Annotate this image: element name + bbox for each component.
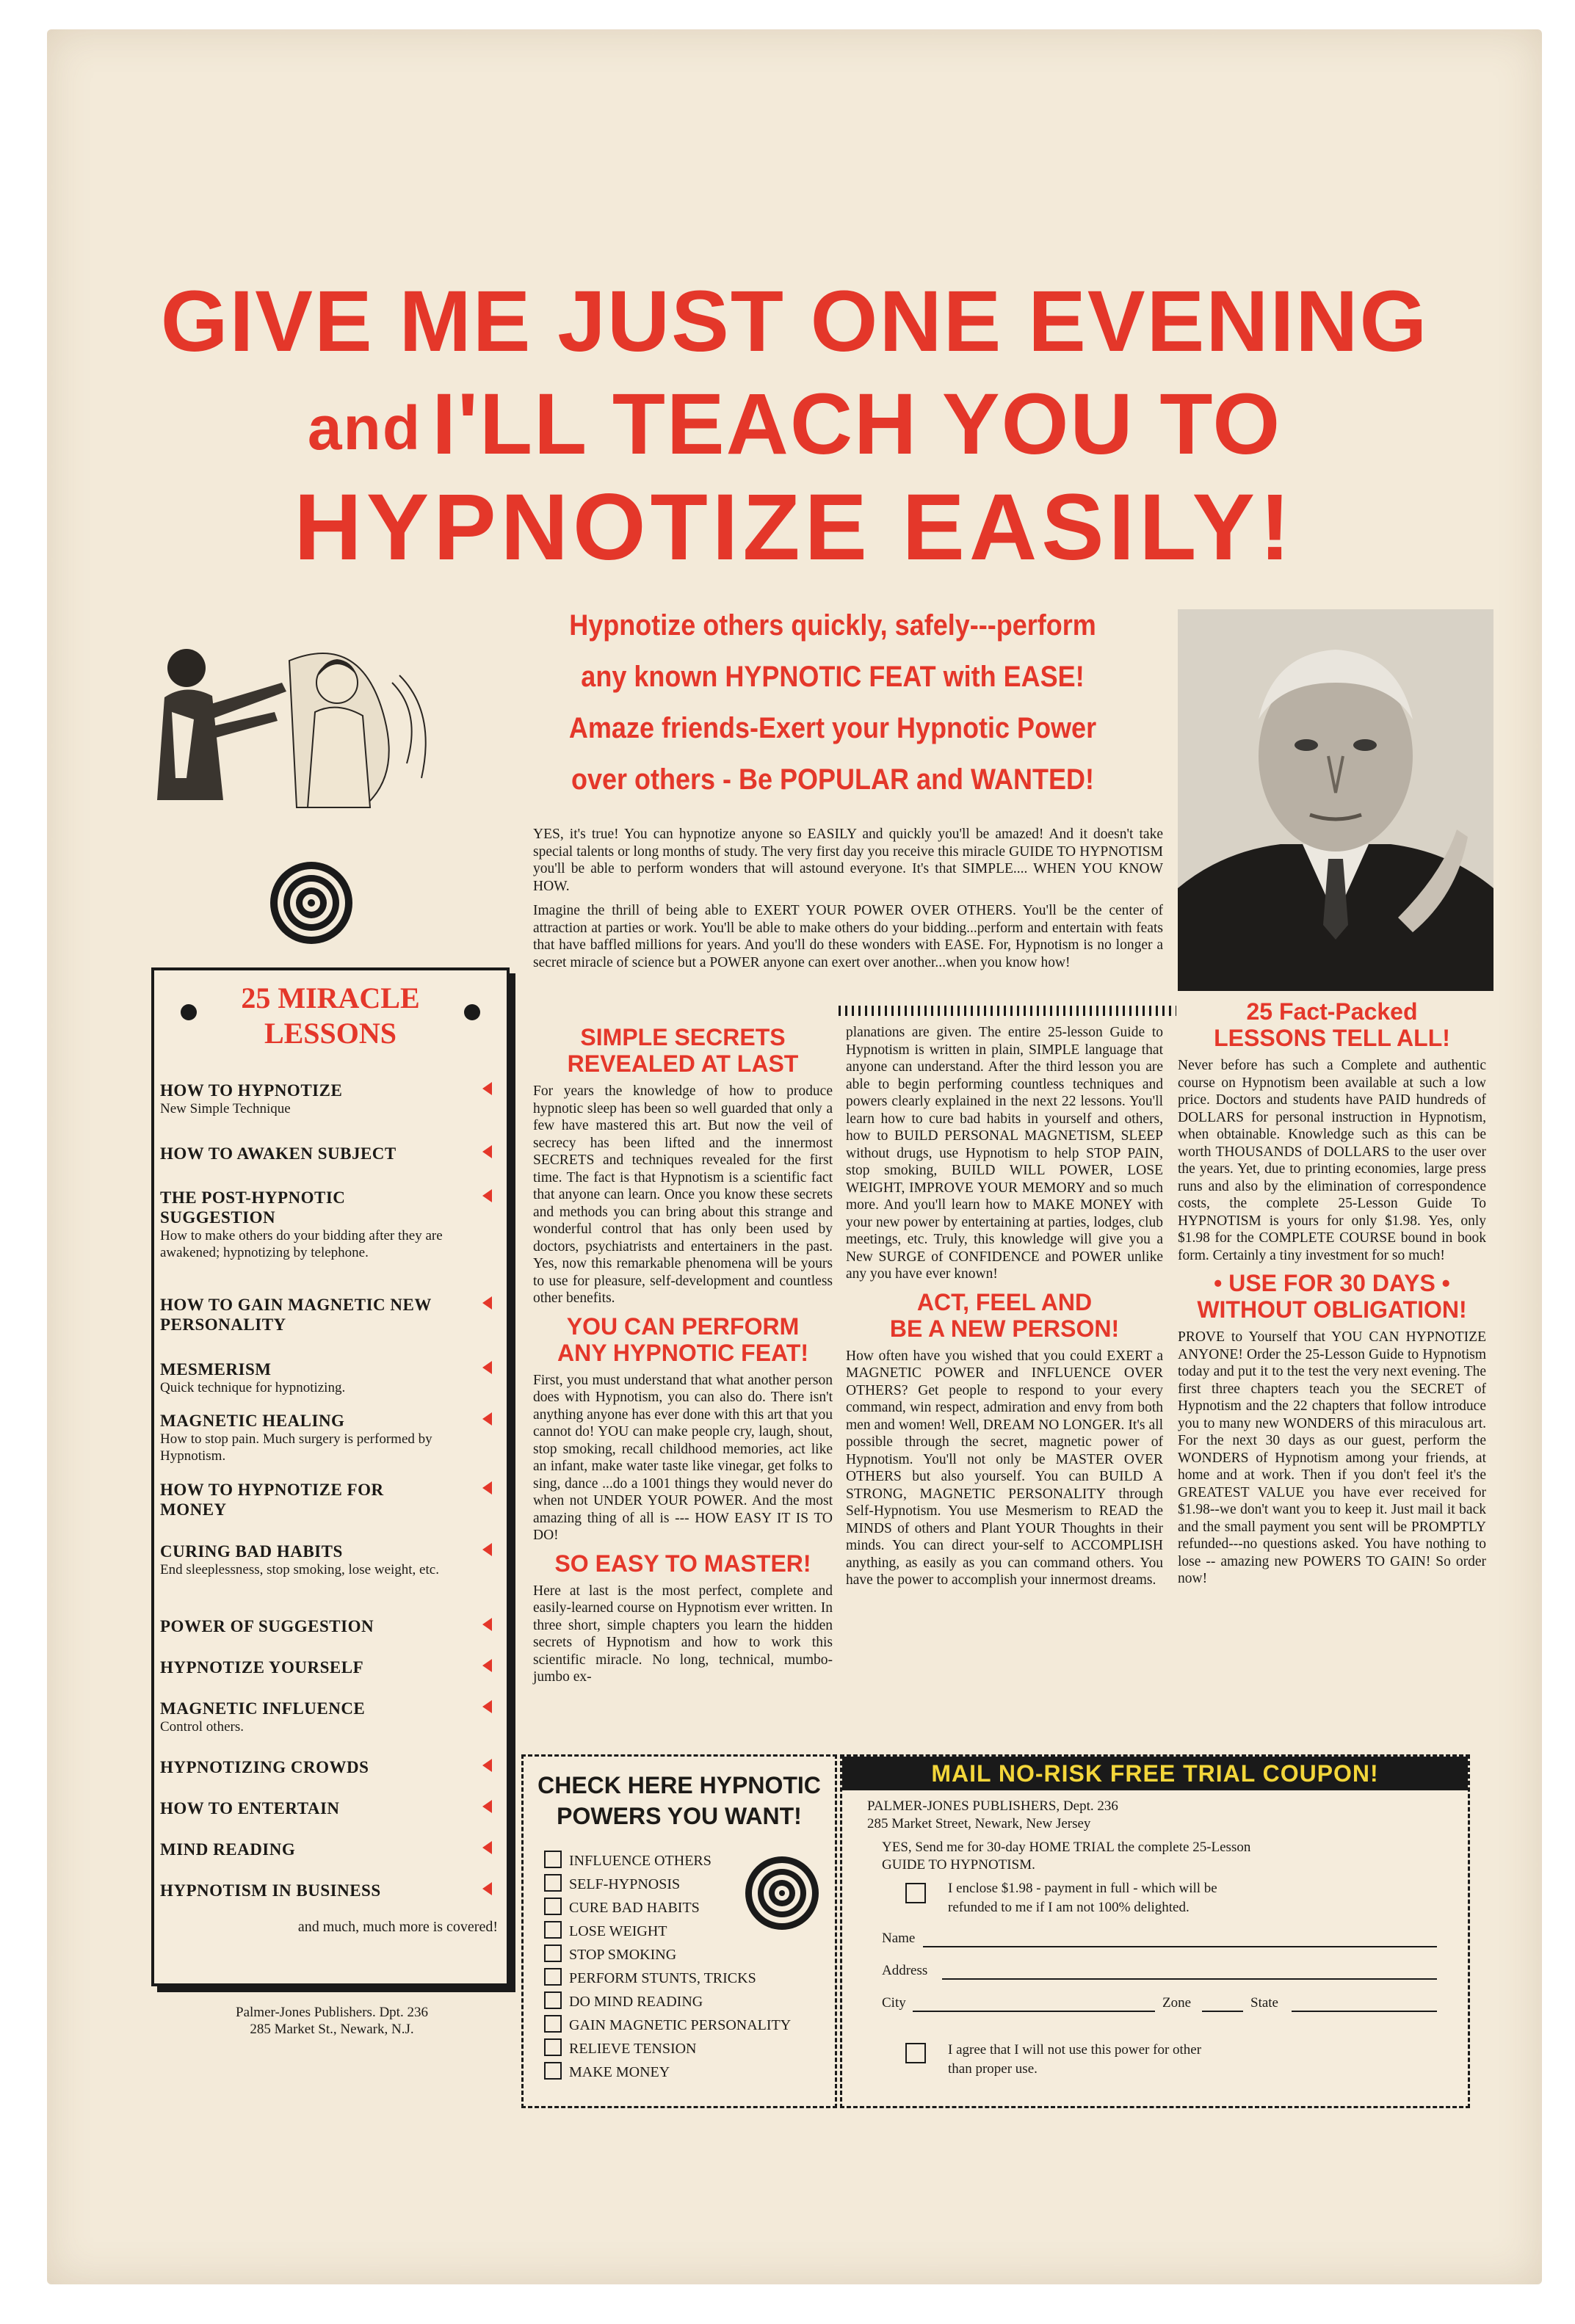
pointer-arrow-icon	[482, 1361, 492, 1374]
lesson-title: HYPNOTISM IN BUSINESS	[160, 1881, 381, 1900]
city-field[interactable]	[913, 2009, 1155, 2012]
checklist-item-label: STOP SMOKING	[569, 1947, 677, 1963]
lesson-item	[160, 1699, 495, 1735]
checklist-title-line-1: CHECK HERE HYPNOTIC	[537, 1772, 821, 1798]
lesson-title: HOW TO ENTERTAIN	[160, 1799, 340, 1818]
headline-line-1: GIVE ME JUST ONE EVENING	[160, 273, 1429, 370]
headline-line-2-text: I'LL TEACH YOU TO	[432, 376, 1282, 473]
subheadline-line-1: Hypnotize others quickly, safely---perform	[569, 609, 1096, 642]
state-field[interactable]	[1292, 2009, 1437, 2012]
col2-paragraph-2: How often have you wished that you could EXERT a MAGNETIC POWER and INFLUENCE OVER OTHERS? Get people to respond to your every command, win respect, admiration and envy from both men and women! Well, DREAM NO LONGER. It's all possible through the secret, magnetic power of Hypnotism. You'll not only be MASTER OVER OTHERS but also yourself. You can BUILD A STRONG, MAGNETIC PERSONALITY through Self-Hypnotism. You use Mesmerism to READ the MINDS of others and Plant YOUR Thoughts in their minds. You can direct your-self to ACCOMPLISH anything, as easily as you can command others. You have the power to accomplish your innermost dreams.	[846, 1348, 1163, 1588]
col1-paragraph-2: First, you must understand that what another person does with Hypnotism, you can also do. There isn't anything anyone has ever done with this art that you cannot do! YOU can make people cry, laugh, shout, stop smoking, recall childhood memories, act like an infant, make water taste like vinegar, get folks to sing, dance ...do a 1001 things they would never do when not UNDER YOUR POWER. And the most amazing thing of all is --- HOW EASY IT IS TO DO!	[533, 1372, 833, 1543]
lesson-title: HOW TO AWAKEN SUBJECT	[160, 1144, 397, 1163]
coupon-enclose-line-1: I enclose $1.98 - payment in full - which will be	[948, 1881, 1217, 1896]
lesson-item	[160, 1144, 495, 1163]
coupon-agree-line-2: than proper use.	[948, 2061, 1038, 2077]
lesson-desc: Control others.	[160, 1719, 244, 1735]
col1-heading-1	[533, 1024, 833, 1077]
pointer-arrow-icon	[482, 1481, 492, 1495]
lesson-item	[160, 1757, 495, 1777]
checkbox[interactable]	[544, 1968, 562, 1986]
spiral-target-icon	[267, 859, 355, 947]
checklist-item-label: INFLUENCE OTHERS	[569, 1853, 712, 1869]
hypnotist-illustration	[142, 631, 451, 822]
lesson-title: MIND READING	[160, 1840, 296, 1859]
col3-heading-1	[1178, 998, 1486, 1051]
pointer-arrow-icon	[482, 1189, 492, 1202]
pointer-arrow-icon	[482, 1412, 492, 1426]
lesson-item	[160, 1480, 495, 1519]
checkbox[interactable]	[544, 1851, 562, 1868]
lesson-title: HYPNOTIZE YOURSELF	[160, 1658, 364, 1677]
lessons-title-line-1: 25 MIRACLE	[241, 981, 420, 1014]
lessons-box-title	[154, 981, 507, 1051]
lessons-title-line-2: LESSONS	[264, 1017, 397, 1050]
checkbox[interactable]	[544, 1991, 562, 2009]
checklist-item-label: CURE BAD HABITS	[569, 1900, 700, 1916]
col2-heading-1-line-2: BE A NEW PERSON!	[889, 1315, 1120, 1342]
state-label: State	[1250, 1995, 1278, 2011]
col1-heading-1-line-1: SIMPLE SECRETS	[580, 1024, 786, 1050]
subheadline-line-3: Amaze friends-Exert your Hypnotic Power	[568, 712, 1097, 744]
coupon-address-line-2: 285 Market Street, Newark, New Jersey	[867, 1816, 1091, 1831]
checklist-item-label: RELIEVE TENSION	[569, 2041, 697, 2057]
checkbox[interactable]	[544, 2062, 562, 2080]
checklist-item-label: DO MIND READING	[569, 1994, 703, 2010]
agree-checkbox[interactable]	[905, 2043, 926, 2063]
checklist-item[interactable]	[544, 1968, 756, 1987]
pointer-arrow-icon	[482, 1618, 492, 1631]
lesson-item	[160, 1081, 495, 1117]
lesson-title: HYPNOTIZING CROWDS	[160, 1758, 369, 1776]
checkbox[interactable]	[544, 1944, 562, 1962]
pointer-arrow-icon	[482, 1841, 492, 1854]
col1-paragraph-3: Here at last is the most perfect, complete and easily-learned course on Hypnotism ever written. In three short, simple chapters you learn the hidden secrets of Hypnotism and how to work this scientific miracle. No long, technical, mumbo-jumbo ex-	[533, 1583, 833, 1685]
lesson-item	[160, 1657, 495, 1677]
checklist-item[interactable]	[544, 2062, 670, 2081]
col1-heading-2-line-2: ANY HYPNOTIC FEAT!	[557, 1339, 808, 1366]
lesson-item	[160, 1616, 495, 1636]
checklist-item-label: MAKE MONEY	[569, 2064, 670, 2080]
checklist-item-label: PERFORM STUNTS, TRICKS	[569, 1970, 756, 1986]
headline-line-2	[47, 374, 1542, 474]
hypnotic-powers-checklist	[521, 1754, 837, 2108]
col2-heading-1-line-1: ACT, FEEL AND	[916, 1288, 1093, 1315]
col1-heading-3: SO EASY TO MASTER!	[554, 1550, 811, 1577]
lesson-title: HOW TO GAIN MAGNETIC NEW PERSONALITY	[160, 1296, 432, 1334]
checklist-item[interactable]	[544, 1991, 703, 2011]
spiral-target-icon	[744, 1855, 820, 1931]
checkbox[interactable]	[544, 2015, 562, 2033]
address-label: Address	[882, 1963, 928, 1978]
publisher-line-1: Palmer-Jones Publishers. Dpt. 236	[236, 2005, 428, 2020]
lesson-item	[160, 1359, 495, 1396]
coupon-enclose-line-2: refunded to me if I am not 100% delighted.	[948, 1900, 1190, 1915]
lesson-title: HOW TO HYPNOTIZE	[160, 1081, 343, 1100]
checklist-item-label: LOSE WEIGHT	[569, 1923, 667, 1939]
checklist-item[interactable]	[544, 1921, 667, 1940]
name-field[interactable]	[923, 1944, 1437, 1947]
col1-heading-2	[533, 1313, 833, 1366]
subheadline-line-4: over others - Be POPULAR and WANTED!	[571, 763, 1095, 796]
city-label: City	[882, 1995, 906, 2011]
lesson-desc: Quick technique for hypnotizing.	[160, 1380, 346, 1395]
lesson-title: HOW TO HYPNOTIZE FOR MONEY	[160, 1481, 384, 1519]
col3-heading-2-line-2: WITHOUT OBLIGATION!	[1197, 1296, 1467, 1323]
name-label: Name	[882, 1931, 916, 1946]
coupon-yes-line-1: YES, Send me for 30-day HOME TRIAL the complete 25-Lesson	[882, 1840, 1251, 1855]
pointer-arrow-icon	[482, 1543, 492, 1556]
col2-heading-1	[846, 1289, 1163, 1342]
lesson-item	[160, 1542, 495, 1578]
lesson-title: MAGNETIC HEALING	[160, 1412, 345, 1430]
lesson-desc: New Simple Technique	[160, 1101, 291, 1116]
intro-text	[533, 826, 1163, 978]
lesson-item	[160, 1411, 495, 1464]
lesson-item	[160, 1295, 495, 1335]
checkbox[interactable]	[544, 1874, 562, 1892]
pointer-arrow-icon	[482, 1082, 492, 1095]
lesson-title: MAGNETIC INFLUENCE	[160, 1699, 366, 1718]
magazine-back-cover	[47, 29, 1542, 2284]
address-field[interactable]	[942, 1977, 1437, 1980]
hypnotist-portrait-photo	[1178, 609, 1493, 991]
lesson-item	[160, 1881, 495, 1900]
zone-field[interactable]	[1202, 2009, 1243, 2012]
pointer-arrow-icon	[482, 1296, 492, 1310]
col3-heading-1-line-2: LESSONS TELL ALL!	[1214, 1025, 1450, 1051]
free-trial-coupon	[840, 1754, 1470, 2108]
checkbox[interactable]	[544, 1898, 562, 1915]
pointer-arrow-icon	[482, 1759, 492, 1772]
col2-paragraph-1: planations are given. The entire 25-lesson Guide to Hypnotism is written in plain, SIMPLE language that anyone can understand. After the third lesson you are able to begin performing countless techniques and powers clearly explained in the next 22 lessons. You'll learn how to cure bad habits in yourself and others, how to BUILD PERSONAL MAGNETISM, SLEEP without drugs, use Hypnotism to help STOP PAIN, stop smoking, BUILD WILL POWER, LOSE WEIGHT, IMPROVE YOUR MEMORY and so much more. And you'll learn how to MAKE MONEY with your new power by entertaining at parties, lodges, club meetings, etc. Truly, this knowledge will give you a New SURGE of CONFIDENCE and POWER unlike any you have ever known!	[846, 1025, 1163, 1282]
checklist-item-label: GAIN MAGNETIC PERSONALITY	[569, 2017, 792, 2033]
intro-paragraph-2: Imagine the thrill of being able to EXERT YOUR POWER OVER OTHERS. You'll be the center of attraction at parties or work. You'll be able to make others do your bidding...perform and entertain with feats that have baffled millions for years. And you'll do these wonders with EASE. For, Hypnotism is no longer a secret miracle of science but a POWER anyone can exert over another...when you know how!	[533, 903, 1163, 970]
miracle-lessons-box	[151, 967, 510, 1986]
checklist-item[interactable]	[544, 2015, 791, 2034]
headline-line-3: HYPNOTIZE EASILY!	[294, 475, 1295, 580]
lesson-item	[160, 1798, 495, 1818]
lesson-desc: End sleeplessness, stop smoking, lose weight, etc.	[160, 1562, 439, 1577]
coupon-address-line-1: PALMER-JONES PUBLISHERS, Dept. 236	[867, 1798, 1118, 1814]
checklist-item[interactable]	[544, 1851, 712, 1870]
pointer-arrow-icon	[482, 1659, 492, 1672]
checklist-item-label: SELF-HYPNOSIS	[569, 1876, 681, 1892]
lesson-desc: How to make others do your bidding after they are awakened; hypnotizing by telephone.	[160, 1228, 443, 1260]
zone-label: Zone	[1162, 1995, 1192, 2011]
enclose-payment-checkbox[interactable]	[905, 1883, 926, 1903]
lesson-title: POWER OF SUGGESTION	[160, 1617, 374, 1635]
lesson-item	[160, 1188, 495, 1261]
coupon-title: MAIL NO-RISK FREE TRIAL COUPON!	[842, 1757, 1468, 1790]
col1-heading-1-line-2: REVEALED AT LAST	[567, 1050, 799, 1077]
lesson-title: MESMERISM	[160, 1360, 272, 1379]
pointer-arrow-icon	[482, 1800, 492, 1813]
pointer-arrow-icon	[482, 1882, 492, 1895]
pointer-arrow-icon	[482, 1145, 492, 1158]
ornamental-divider	[839, 1006, 1176, 1016]
publisher-address	[148, 2004, 515, 2038]
lessons-footer: and much, much more is covered!	[297, 1919, 498, 1935]
coupon-yes-line-2: GUIDE TO HYPNOTISM.	[882, 1857, 1035, 1873]
checklist-item[interactable]	[544, 1874, 680, 1893]
pointer-arrow-icon	[482, 1700, 492, 1713]
column-1	[533, 1024, 833, 1686]
lesson-desc: How to stop pain. Much surgery is performed by Hypnotism.	[160, 1431, 432, 1464]
checklist-item[interactable]	[544, 1944, 676, 1964]
checkbox[interactable]	[544, 2038, 562, 2056]
publisher-line-2: 285 Market St., Newark, N.J.	[250, 2022, 414, 2037]
column-2	[846, 1024, 1163, 1589]
col1-paragraph-1: For years the knowledge of how to produce hypnotic sleep has been so well guarded that only a few have mastered this art. But now the veil of secrecy has been lifted and the innermost SECRETS and techniques revealed for the first time. The fact is that Hypnotism is a scientific fact that anyone can learn. Once you know these secrets and methods you can bring about this strange and wonderful control that has only been used by doctors, psychiatrists and entertainers in the past. Yes, now this remarkable phenomena will be yours to use for pleasure, self-development and countless other benefits.	[533, 1083, 833, 1306]
lesson-item	[160, 1840, 495, 1859]
intro-paragraph-1: YES, it's true! You can hypnotize anyone so EASILY and quickly you'll be amazed! And it doesn't take special talents or long months of study. The very first day you receive this miracle GUIDE TO HYPNOTISM you'll be able to perform wonders that will astound everyone. It's that SIMPLE.... WHEN YOU KNOW HOW.	[533, 827, 1163, 894]
col3-paragraph-2: PROVE to Yourself that YOU CAN HYPNOTIZE ANYONE! Order the 25-Lesson Guide to Hypnotism today and put it to the test the very next evening. The first three chapters teach you the SECRET of Hypnotism and the 22 chapters that follow introduce you to many new WONDERS of this miraculous art. For the next 30 days as our guest, perform the WONDERS of Hypnotism among your friends, at home and at work. Then if you don't feel it's the GREATEST VALUE you have ever received for $1.98--we don't want you to keep it. Just mail it back and the small payment you sent will be PROMPTLY refunded---no questions asked. You have nothing to lose -- amazing new POWERS TO GAIN! So order now!	[1178, 1329, 1486, 1586]
subheadline-line-2: any known HYPNOTIC FEAT with EASE!	[581, 661, 1085, 693]
col3-paragraph-1: Never before has such a Complete and authentic course on Hypnotism been available at such a low price. Doctors and students have PAID hundreds of DOLLARS for personal instruction in Hypnotism, when obtainable. Knowledge such as this can be worth THOUSANDS of DOLLARS to the user over the years. Yet, due to printing economies, large press runs and also by the elimination of correspondence costs, the complete 25-Lesson Guide To HYPNOTISM is yours for only $1.98. Yes, only $1.98 for the COMPLETE COURSE bound in book form. Certainly a tiny investment for so much!	[1178, 1058, 1486, 1263]
checklist-title-line-2: POWERS YOU WANT!	[557, 1803, 802, 1829]
col3-heading-2	[1178, 1270, 1486, 1323]
column-3	[1178, 998, 1486, 1588]
checkbox[interactable]	[544, 1921, 562, 1939]
col3-heading-2-line-1: • USE FOR 30 DAYS •	[1214, 1270, 1450, 1296]
lesson-title: THE POST-HYPNOTIC SUGGESTION	[160, 1188, 346, 1227]
checklist-title	[524, 1770, 835, 1831]
col3-heading-1-line-1: 25 Fact-Packed	[1246, 998, 1418, 1025]
lesson-title: CURING BAD HABITS	[160, 1542, 343, 1561]
checklist-item[interactable]	[544, 1898, 700, 1917]
checklist-item[interactable]	[544, 2038, 697, 2058]
coupon-agree-line-1: I agree that I will not use this power for other	[948, 2042, 1202, 2058]
col1-heading-2-line-1: YOU CAN PERFORM	[566, 1312, 800, 1340]
headline-and: and	[307, 393, 422, 462]
